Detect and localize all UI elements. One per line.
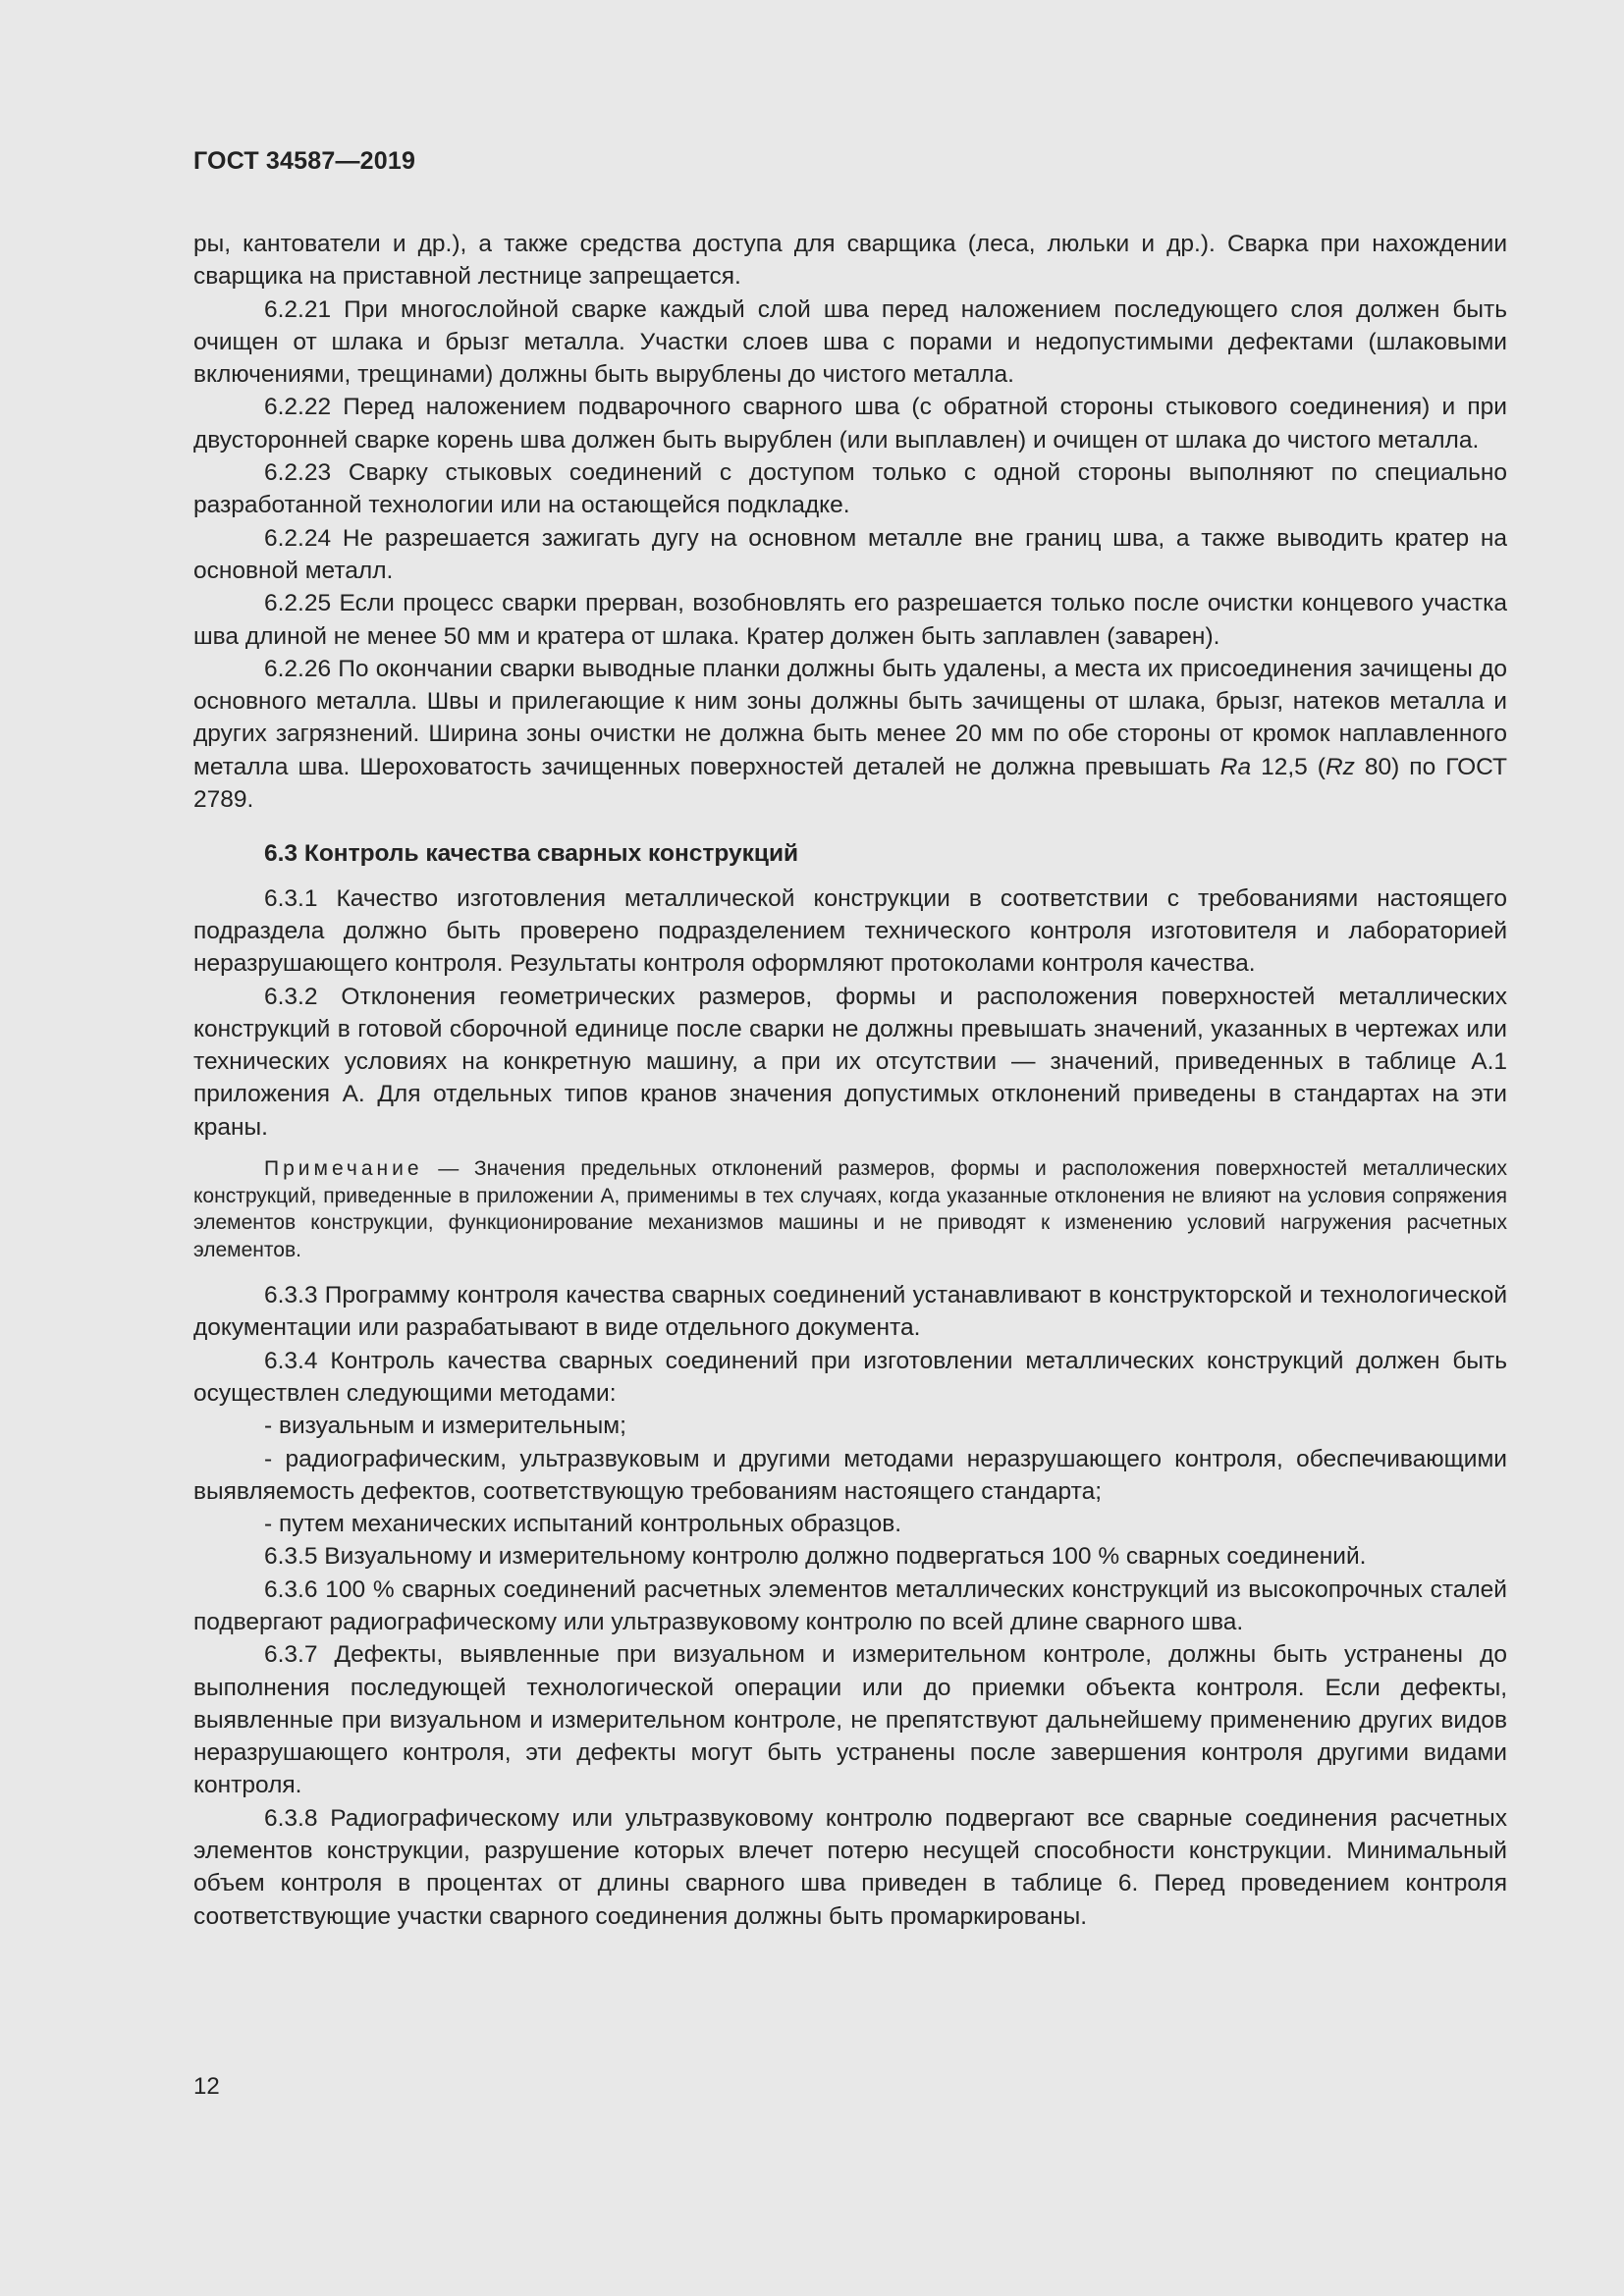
section-title-6-3: 6.3 Контроль качества сварных конструкций [264, 840, 799, 868]
paragraph-6-3-2: 6.3.2 Отклонения геометрических размеров, формы и расположения поверхностей металлических конструкций в готовой сборочной единице после сварки не должны превышать значений, указанных в чертежах или технических условиях на конкретную машину, а при их отсутствии — значений, приведенных в таблице А.1 приложения А. Для отдельных типов кранов значения допустимых отклонений приведены в стандартах на эти краны. [193, 983, 1507, 1141]
page-number: 12 [193, 2073, 220, 2100]
paragraph-6-2-23: 6.2.23 Сварку стыковых соединений с доступом только с одной стороны выполняют по специально разработанной технологии или на остающейся подкладке. [193, 459, 1507, 519]
paragraph-6-2-22: 6.2.22 Перед наложением подварочного сварного шва (с обратной стороны стыкового соединения) и при двусторонней сварке корень шва должен быть вырублен (или выплавлен) и очищен от шлака до чистого металла. [193, 394, 1507, 454]
paragraph-6-3-3: 6.3.3 Программу контроля качества сварных соединений устанавливают в конструкторской и технологической документации или разрабатывают в виде отдельного документа. [193, 1282, 1507, 1342]
roughness-ra: Ra [1219, 753, 1252, 780]
list-item: - радиографическим, ультразвуковым и другими методами неразрушающего контроля, обеспечивающими выявляемость дефектов, соответствующую требованиям настоящего стандарта; [193, 1445, 1507, 1505]
note-label: Примечание [264, 1157, 423, 1181]
note-text: — Значения предельных отклонений размеров, формы и расположения поверхностей металлических конструкций, приведенные в приложении А, применимы в тех случаях, когда указанные отклонения не влияют на условия сопряжения элементов конструкции, функционирование механизмов машины и не приводят к изменению условий нагружения расчетных элементов. [193, 1157, 1507, 1261]
paragraph-6-3-5: 6.3.5 Визуальному и измерительному контролю должно подвергаться 100 % сварных соединений. [264, 1543, 1367, 1571]
paragraph-6-3-7: 6.3.7 Дефекты, выявленные при визуальном и измерительном контроле, должны быть устранены до выполнения последующей технологической операции или до приемки объекта контроля. Если дефекты, выявленные при визуальном и измерительном контроле, не препятствуют дальнейшему применению других видов неразрушающего контроля, эти дефекты могут быть устранены после завершения контроля другими видами контроля. [193, 1641, 1507, 1799]
paragraph-continuation: ры, кантователи и др.), а также средства доступа для сварщика (леса, люльки и др.). Сварка при нахождении сварщика на приставной лестнице запрещается. [193, 231, 1507, 291]
note [193, 1155, 1507, 1263]
paragraph-6-2-26 [193, 653, 1507, 816]
roughness-rz: Rz [1325, 753, 1355, 780]
paragraph-6-2-21: 6.2.21 При многослойной сварке каждый слой шва перед наложением последующего слоя должен быть очищен от шлака и брызг металла. Участки слоев шва с порами и недопустимыми дефектами (шлаковыми включениями, трещинами) должны быть вырублены до чистого металла. [193, 295, 1507, 389]
paragraph-6-2-26-text-c: 80) по ГОСТ 2789. [193, 753, 1507, 814]
document-header: ГОСТ 34587—2019 [193, 147, 416, 175]
paragraph-6-3-6: 6.3.6 100 % сварных соединений расчетных элементов металлических конструкций из высокопрочных сталей подвергают радиографическому или ультразвуковому контролю по всей длине сварного шва. [193, 1575, 1507, 1635]
document-body [193, 228, 1507, 1933]
paragraph-6-3-8: 6.3.8 Радиографическому или ультразвуковому контролю подвергают все сварные соединения расчетных элементов конструкции, разрушение которых влечет потерю несущей способности конструкции. Минимальный объем контроля в процентах от длины сварного шва приведен в таблице 6. Перед проведением контроля соответствующие участки сварного соединения должны быть промаркированы. [193, 1804, 1507, 1930]
paragraph-6-2-26-text-a: 6.2.26 По окончании сварки выводные планки должны быть удалены, а места их присоединения зачищены до основного металла. Швы и прилегающие к ним зоны должны быть зачищены от шлака, брызг, натеков металла и других загрязнений. Ширина зоны очистки не должна быть менее 20 мм по обе стороны от кромок наплавленного металла шва. Шероховатость зачищенных поверхностей деталей не должна превышать [193, 655, 1507, 780]
list-item: - путем механических испытаний контрольных образцов. [264, 1511, 902, 1538]
paragraph-6-3-4: 6.3.4 Контроль качества сварных соединений при изготовлении металлических конструкций должен быть осуществлен следующими методами: [193, 1347, 1507, 1407]
paragraph-6-3-1: 6.3.1 Качество изготовления металлической конструкции в соответствии с требованиями настоящего подраздела должно быть проверено подразделением технического контроля изготовителя и лабораторией неразрушающего контроля. Результаты контроля оформляют протоколами контроля качества. [193, 884, 1507, 978]
paragraph-6-2-24: 6.2.24 Не разрешается зажигать дугу на основном металле вне границ шва, а также выводить кратер на основной металл. [193, 524, 1507, 584]
paragraph-6-2-26-text-b: 12,5 ( [1251, 753, 1326, 780]
paragraph-6-2-25: 6.2.25 Если процесс сварки прерван, возобновлять его разрешается только после очистки концевого участка шва длиной не менее 50 мм и кратера от шлака. Кратер должен быть заплавлен (заварен). [193, 590, 1507, 650]
list-item: - визуальным и измерительным; [264, 1413, 626, 1440]
